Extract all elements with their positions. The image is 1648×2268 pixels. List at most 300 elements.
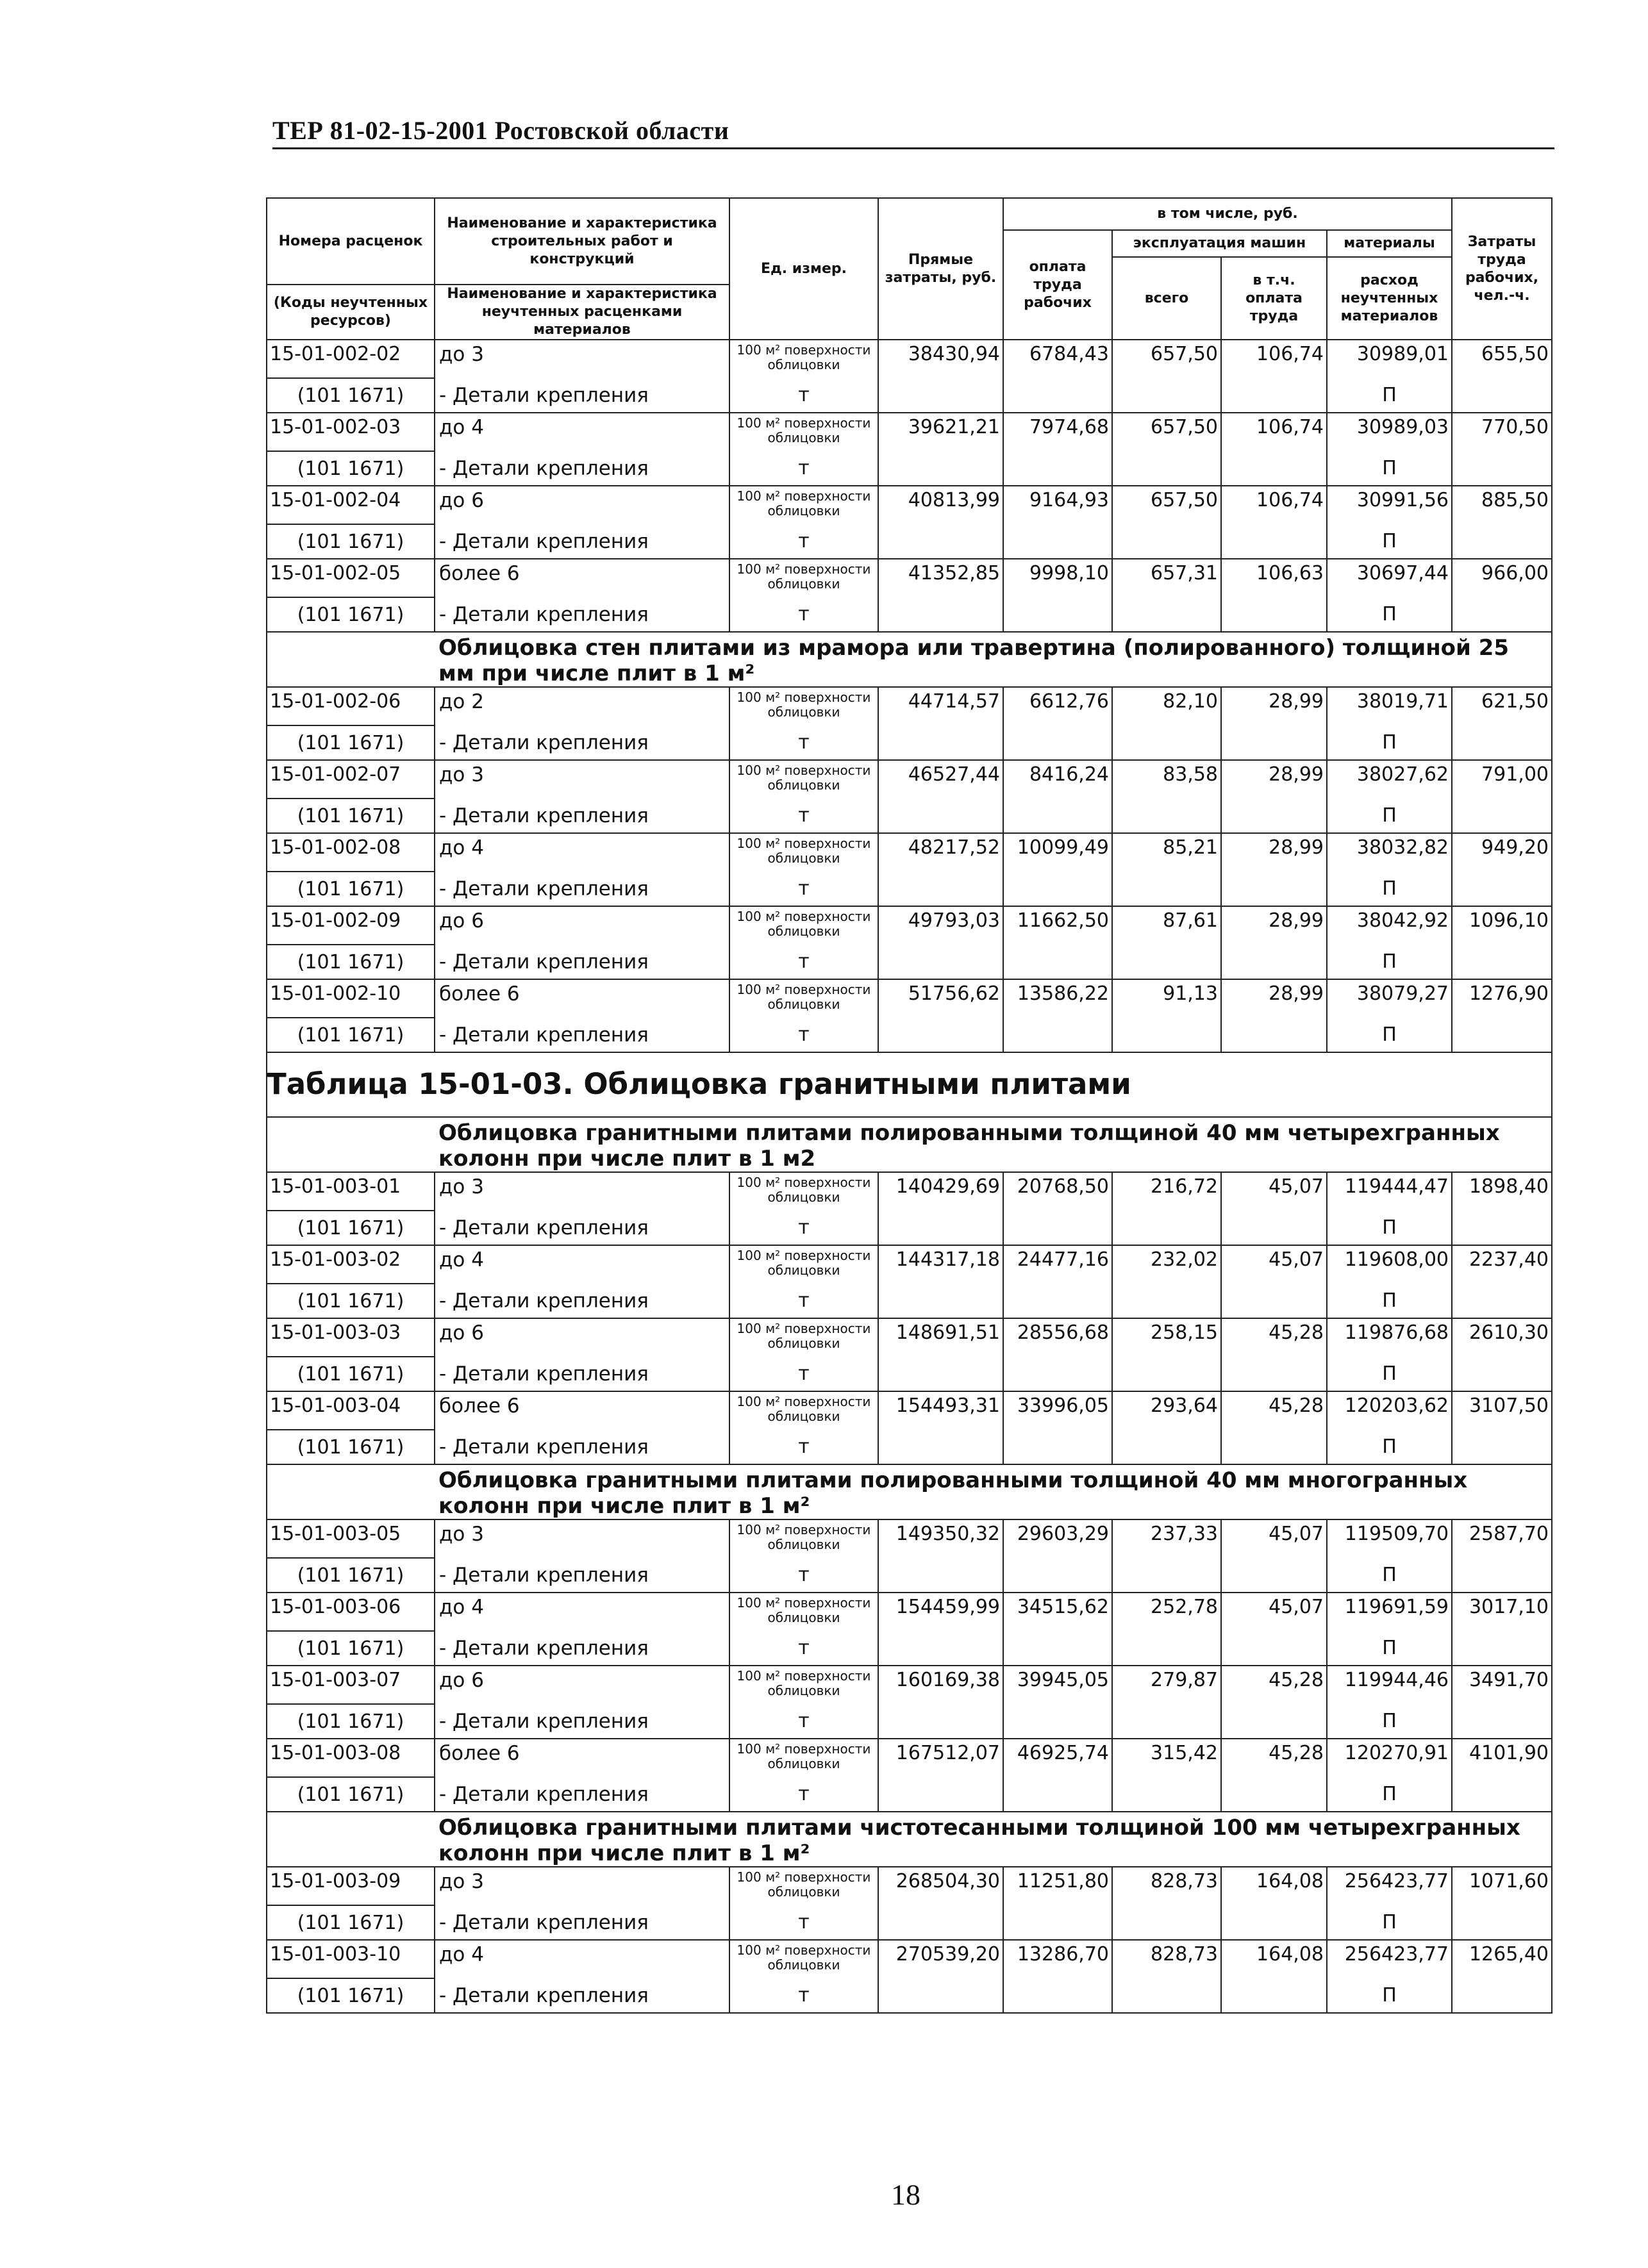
empty-cell bbox=[1452, 1211, 1552, 1245]
work-name: более 6 bbox=[435, 1391, 729, 1430]
section-travertine: Облицовка стен плитами из мрамора или травертина (полированного) толщиной 25 мм при числе плит в 1 м² bbox=[435, 632, 1552, 687]
resource-unit: т bbox=[729, 1905, 878, 1940]
resource-code: (101 1671) bbox=[267, 1284, 435, 1318]
wage-cost: 11662,50 bbox=[1003, 906, 1112, 945]
materials-cost: 38042,92 bbox=[1327, 906, 1452, 945]
materials-flag: П bbox=[1327, 872, 1452, 906]
col-code-top: Номера расценок bbox=[267, 198, 435, 285]
materials-cost: 38079,27 bbox=[1327, 979, 1452, 1018]
machines-cost: 87,61 bbox=[1112, 906, 1221, 945]
materials-cost: 30989,01 bbox=[1327, 340, 1452, 378]
empty-cell bbox=[1452, 1631, 1552, 1666]
empty-cell bbox=[1003, 945, 1112, 979]
resource-unit: т bbox=[729, 1558, 878, 1593]
machines-cost: 232,02 bbox=[1112, 1245, 1221, 1284]
unit-label: 100 м² поверхности облицовки bbox=[729, 1867, 878, 1905]
rate-code: 15-01-003-02 bbox=[267, 1245, 435, 1284]
table-row bbox=[267, 1739, 1552, 1777]
materials-flag: П bbox=[1327, 524, 1452, 559]
materials-flag: П bbox=[1327, 945, 1452, 979]
empty-cell bbox=[1452, 1018, 1552, 1052]
empty-cell bbox=[1221, 597, 1327, 632]
resource-name: - Детали крепления bbox=[435, 1430, 729, 1464]
empty-cell bbox=[1003, 451, 1112, 486]
empty-cell bbox=[267, 632, 435, 687]
resource-code: (101 1671) bbox=[267, 725, 435, 760]
empty-cell bbox=[1003, 1905, 1112, 1940]
labor-cost: 3017,10 bbox=[1452, 1593, 1552, 1631]
resource-row bbox=[267, 1905, 1552, 1940]
empty-cell bbox=[1112, 1558, 1221, 1593]
resource-name: - Детали крепления bbox=[435, 1211, 729, 1245]
unit-label: 100 м² поверхности облицовки bbox=[729, 687, 878, 725]
resource-row bbox=[267, 1558, 1552, 1593]
empty-cell bbox=[1003, 1631, 1112, 1666]
resource-unit: т bbox=[729, 524, 878, 559]
empty-cell bbox=[1221, 1284, 1327, 1318]
wage-cost: 7974,68 bbox=[1003, 413, 1112, 451]
wage-cost: 8416,24 bbox=[1003, 760, 1112, 799]
resource-unit: т bbox=[729, 1018, 878, 1052]
empty-cell bbox=[1452, 1430, 1552, 1464]
unit-label: 100 м² поверхности облицовки bbox=[729, 1593, 878, 1631]
labor-cost: 4101,90 bbox=[1452, 1739, 1552, 1777]
materials-flag: П bbox=[1327, 1558, 1452, 1593]
machines-wage: 28,99 bbox=[1221, 906, 1327, 945]
materials-flag: П bbox=[1327, 1284, 1452, 1318]
empty-cell bbox=[1003, 725, 1112, 760]
materials-cost: 256423,77 bbox=[1327, 1940, 1452, 1978]
table-row bbox=[267, 906, 1552, 945]
section-granite-4: Облицовка гранитными плитами полированными толщиной 40 мм четырехгранных колонн при числе плит в 1 м2 bbox=[435, 1117, 1552, 1172]
resource-code: (101 1671) bbox=[267, 1558, 435, 1593]
table-row bbox=[267, 486, 1552, 524]
materials-flag: П bbox=[1327, 725, 1452, 760]
table-row bbox=[267, 559, 1552, 597]
resource-name: - Детали крепления bbox=[435, 725, 729, 760]
table-row bbox=[267, 833, 1552, 872]
materials-cost: 119876,68 bbox=[1327, 1318, 1452, 1357]
direct-cost: 154459,99 bbox=[878, 1593, 1003, 1631]
machines-wage: 106,74 bbox=[1221, 486, 1327, 524]
empty-cell bbox=[878, 945, 1003, 979]
wage-cost: 13286,70 bbox=[1003, 1940, 1112, 1978]
machines-wage: 28,99 bbox=[1221, 687, 1327, 725]
empty-cell bbox=[1221, 1905, 1327, 1940]
materials-flag: П bbox=[1327, 1978, 1452, 2013]
work-name: до 6 bbox=[435, 486, 729, 524]
work-name: до 4 bbox=[435, 1593, 729, 1631]
resource-unit: т bbox=[729, 378, 878, 413]
materials-cost: 119444,47 bbox=[1327, 1172, 1452, 1211]
unit-label: 100 м² поверхности облицовки bbox=[729, 1318, 878, 1357]
rate-code: 15-01-003-08 bbox=[267, 1739, 435, 1777]
unit-label: 100 м² поверхности облицовки bbox=[729, 833, 878, 872]
table-row bbox=[267, 1867, 1552, 1905]
empty-cell bbox=[1452, 1905, 1552, 1940]
resource-row bbox=[267, 1018, 1552, 1052]
machines-cost: 828,73 bbox=[1112, 1940, 1221, 1978]
table-row bbox=[267, 1245, 1552, 1284]
rate-code: 15-01-002-03 bbox=[267, 413, 435, 451]
empty-cell bbox=[1112, 1211, 1221, 1245]
rate-code: 15-01-003-01 bbox=[267, 1172, 435, 1211]
empty-cell bbox=[267, 1117, 435, 1172]
labor-cost: 1276,90 bbox=[1452, 979, 1552, 1018]
empty-cell bbox=[1221, 378, 1327, 413]
empty-cell bbox=[1112, 1631, 1221, 1666]
resource-row bbox=[267, 725, 1552, 760]
machines-cost: 657,50 bbox=[1112, 413, 1221, 451]
resource-row bbox=[267, 451, 1552, 486]
rate-code: 15-01-002-06 bbox=[267, 687, 435, 725]
table-row bbox=[267, 687, 1552, 725]
empty-cell bbox=[1452, 597, 1552, 632]
work-name: до 4 bbox=[435, 833, 729, 872]
wage-cost: 29603,29 bbox=[1003, 1519, 1112, 1558]
resource-row bbox=[267, 1631, 1552, 1666]
unit-label: 100 м² поверхности облицовки bbox=[729, 1739, 878, 1777]
empty-cell bbox=[1452, 872, 1552, 906]
machines-cost: 85,21 bbox=[1112, 833, 1221, 872]
empty-cell bbox=[1112, 1978, 1221, 2013]
section-granite-100-row bbox=[267, 1812, 1552, 1867]
empty-cell bbox=[1112, 1018, 1221, 1052]
empty-cell bbox=[1003, 1018, 1112, 1052]
machines-wage: 28,99 bbox=[1221, 760, 1327, 799]
materials-cost: 38027,62 bbox=[1327, 760, 1452, 799]
empty-cell bbox=[1452, 725, 1552, 760]
empty-cell bbox=[1112, 1905, 1221, 1940]
labor-cost: 1265,40 bbox=[1452, 1940, 1552, 1978]
empty-cell bbox=[1003, 597, 1112, 632]
machines-cost: 657,50 bbox=[1112, 340, 1221, 378]
table-row bbox=[267, 1519, 1552, 1558]
unit-label: 100 м² поверхности облицовки bbox=[729, 1172, 878, 1211]
col-name-bottom: Наименование и характеристика неучтенных расценками материалов bbox=[435, 285, 729, 340]
empty-cell bbox=[1003, 1978, 1112, 2013]
materials-flag: П bbox=[1327, 1777, 1452, 1812]
page-number: 18 bbox=[891, 2178, 920, 2211]
empty-cell bbox=[878, 799, 1003, 833]
wage-cost: 13586,22 bbox=[1003, 979, 1112, 1018]
empty-cell bbox=[267, 1464, 435, 1519]
machines-wage: 45,07 bbox=[1221, 1172, 1327, 1211]
resource-row bbox=[267, 378, 1552, 413]
unit-label: 100 м² поверхности облицовки bbox=[729, 906, 878, 945]
rate-code: 15-01-003-07 bbox=[267, 1666, 435, 1704]
materials-flag: П bbox=[1327, 597, 1452, 632]
empty-cell bbox=[1221, 1430, 1327, 1464]
work-name: до 3 bbox=[435, 1519, 729, 1558]
table-body bbox=[267, 340, 1552, 2013]
empty-cell bbox=[1003, 1777, 1112, 1812]
resource-code: (101 1671) bbox=[267, 451, 435, 486]
empty-cell bbox=[1221, 524, 1327, 559]
empty-cell bbox=[1003, 1357, 1112, 1391]
unit-label: 100 м² поверхности облицовки bbox=[729, 1666, 878, 1704]
empty-cell bbox=[1221, 1211, 1327, 1245]
empty-cell bbox=[1221, 872, 1327, 906]
labor-cost: 885,50 bbox=[1452, 486, 1552, 524]
wage-cost: 46925,74 bbox=[1003, 1739, 1112, 1777]
direct-cost: 44714,57 bbox=[878, 687, 1003, 725]
resource-name: - Детали крепления bbox=[435, 1284, 729, 1318]
document-header: ТЕР 81-02-15-2001 Ростовской области bbox=[272, 116, 729, 145]
rate-code: 15-01-002-09 bbox=[267, 906, 435, 945]
labor-cost: 770,50 bbox=[1452, 413, 1552, 451]
empty-cell bbox=[1221, 1357, 1327, 1391]
machines-wage: 106,74 bbox=[1221, 413, 1327, 451]
labor-cost: 1096,10 bbox=[1452, 906, 1552, 945]
section-granite-100: Облицовка гранитными плитами чистотесанными толщиной 100 мм четырехгранных колонн при числе плит в 1 м² bbox=[435, 1812, 1552, 1867]
unit-label: 100 м² поверхности облицовки bbox=[729, 413, 878, 451]
empty-cell bbox=[1112, 1430, 1221, 1464]
wage-cost: 9164,93 bbox=[1003, 486, 1112, 524]
empty-cell bbox=[878, 1777, 1003, 1812]
col-code-bottom: (Коды неучтенных ресурсов) bbox=[267, 285, 435, 340]
resource-row bbox=[267, 1777, 1552, 1812]
labor-cost: 1071,60 bbox=[1452, 1867, 1552, 1905]
unit-label: 100 м² поверхности облицовки bbox=[729, 559, 878, 597]
unit-label: 100 м² поверхности облицовки bbox=[729, 1940, 878, 1978]
resource-unit: т bbox=[729, 945, 878, 979]
empty-cell bbox=[878, 378, 1003, 413]
empty-cell bbox=[267, 1812, 435, 1867]
resource-row bbox=[267, 597, 1552, 632]
empty-cell bbox=[1221, 1631, 1327, 1666]
header-rule bbox=[272, 147, 1554, 149]
table-row bbox=[267, 1666, 1552, 1704]
empty-cell bbox=[1112, 451, 1221, 486]
work-name: до 4 bbox=[435, 413, 729, 451]
empty-cell bbox=[1112, 1704, 1221, 1739]
empty-cell bbox=[1003, 1704, 1112, 1739]
resource-name: - Детали крепления bbox=[435, 1631, 729, 1666]
wage-cost: 6612,76 bbox=[1003, 687, 1112, 725]
empty-cell bbox=[878, 1018, 1003, 1052]
empty-cell bbox=[1112, 945, 1221, 979]
resource-name: - Детали крепления bbox=[435, 1978, 729, 2013]
col-incl: в том числе, руб. bbox=[1003, 198, 1452, 230]
col-wage: оплата труда рабочих bbox=[1003, 230, 1112, 340]
machines-wage: 28,99 bbox=[1221, 833, 1327, 872]
empty-cell bbox=[1221, 725, 1327, 760]
labor-cost: 3491,70 bbox=[1452, 1666, 1552, 1704]
rate-code: 15-01-003-04 bbox=[267, 1391, 435, 1430]
resource-code: (101 1671) bbox=[267, 378, 435, 413]
unit-label: 100 м² поверхности облицовки bbox=[729, 1245, 878, 1284]
resource-unit: т bbox=[729, 872, 878, 906]
direct-cost: 268504,30 bbox=[878, 1867, 1003, 1905]
resource-code: (101 1671) bbox=[267, 1018, 435, 1052]
direct-cost: 41352,85 bbox=[878, 559, 1003, 597]
materials-cost: 119691,59 bbox=[1327, 1593, 1452, 1631]
empty-cell bbox=[1452, 1978, 1552, 2013]
empty-cell bbox=[878, 597, 1003, 632]
rate-code: 15-01-003-03 bbox=[267, 1318, 435, 1357]
materials-flag: П bbox=[1327, 799, 1452, 833]
direct-cost: 144317,18 bbox=[878, 1245, 1003, 1284]
machines-wage: 28,99 bbox=[1221, 979, 1327, 1018]
direct-cost: 167512,07 bbox=[878, 1739, 1003, 1777]
resource-name: - Детали крепления bbox=[435, 1905, 729, 1940]
empty-cell bbox=[1221, 1558, 1327, 1593]
resource-name: - Детали крепления bbox=[435, 1357, 729, 1391]
materials-flag: П bbox=[1327, 1018, 1452, 1052]
empty-cell bbox=[1003, 1211, 1112, 1245]
direct-cost: 40813,99 bbox=[878, 486, 1003, 524]
machines-cost: 828,73 bbox=[1112, 1867, 1221, 1905]
col-machines: эксплуатация машин bbox=[1112, 230, 1327, 257]
resource-row bbox=[267, 1978, 1552, 2013]
resource-unit: т bbox=[729, 1704, 878, 1739]
col-materials: материалы bbox=[1327, 230, 1452, 257]
table-header bbox=[267, 198, 1552, 340]
rate-code: 15-01-003-05 bbox=[267, 1519, 435, 1558]
machines-wage: 164,08 bbox=[1221, 1940, 1327, 1978]
resource-unit: т bbox=[729, 597, 878, 632]
resource-unit: т bbox=[729, 1284, 878, 1318]
direct-cost: 51756,62 bbox=[878, 979, 1003, 1018]
direct-cost: 160169,38 bbox=[878, 1666, 1003, 1704]
section-travertine-row bbox=[267, 632, 1552, 687]
resource-unit: т bbox=[729, 1211, 878, 1245]
work-name: до 6 bbox=[435, 1318, 729, 1357]
work-name: до 4 bbox=[435, 1245, 729, 1284]
empty-cell bbox=[1003, 524, 1112, 559]
materials-flag: П bbox=[1327, 1211, 1452, 1245]
resource-code: (101 1671) bbox=[267, 1777, 435, 1812]
empty-cell bbox=[1003, 1430, 1112, 1464]
materials-flag: П bbox=[1327, 378, 1452, 413]
resource-code: (101 1671) bbox=[267, 799, 435, 833]
wage-cost: 33996,05 bbox=[1003, 1391, 1112, 1430]
rate-code: 15-01-003-06 bbox=[267, 1593, 435, 1631]
materials-cost: 119608,00 bbox=[1327, 1245, 1452, 1284]
materials-flag: П bbox=[1327, 1704, 1452, 1739]
materials-cost: 30697,44 bbox=[1327, 559, 1452, 597]
wage-cost: 6784,43 bbox=[1003, 340, 1112, 378]
rate-code: 15-01-002-04 bbox=[267, 486, 435, 524]
wage-cost: 34515,62 bbox=[1003, 1593, 1112, 1631]
table-row bbox=[267, 340, 1552, 378]
resource-name: - Детали крепления bbox=[435, 1018, 729, 1052]
rate-code: 15-01-002-05 bbox=[267, 559, 435, 597]
materials-cost: 38019,71 bbox=[1327, 687, 1452, 725]
machines-cost: 258,15 bbox=[1112, 1318, 1221, 1357]
empty-cell bbox=[1003, 1284, 1112, 1318]
direct-cost: 48217,52 bbox=[878, 833, 1003, 872]
labor-cost: 3107,50 bbox=[1452, 1391, 1552, 1430]
resource-name: - Детали крепления bbox=[435, 378, 729, 413]
work-name: до 3 bbox=[435, 1867, 729, 1905]
machines-wage: 106,74 bbox=[1221, 340, 1327, 378]
machines-cost: 83,58 bbox=[1112, 760, 1221, 799]
resource-name: - Детали крепления bbox=[435, 1558, 729, 1593]
col-machines-total: всего bbox=[1112, 257, 1221, 340]
direct-cost: 38430,94 bbox=[878, 340, 1003, 378]
work-name: более 6 bbox=[435, 559, 729, 597]
resource-row bbox=[267, 1211, 1552, 1245]
resource-row bbox=[267, 524, 1552, 559]
materials-cost: 119944,46 bbox=[1327, 1666, 1452, 1704]
empty-cell bbox=[878, 1905, 1003, 1940]
empty-cell bbox=[1452, 1558, 1552, 1593]
direct-cost: 140429,69 bbox=[878, 1172, 1003, 1211]
labor-cost: 791,00 bbox=[1452, 760, 1552, 799]
labor-cost: 949,20 bbox=[1452, 833, 1552, 872]
machines-wage: 45,07 bbox=[1221, 1245, 1327, 1284]
machines-cost: 237,33 bbox=[1112, 1519, 1221, 1558]
materials-cost: 30991,56 bbox=[1327, 486, 1452, 524]
empty-cell bbox=[1452, 1704, 1552, 1739]
materials-cost: 119509,70 bbox=[1327, 1519, 1452, 1558]
resource-name: - Детали крепления bbox=[435, 1704, 729, 1739]
unit-label: 100 м² поверхности облицовки bbox=[729, 979, 878, 1018]
table-row bbox=[267, 760, 1552, 799]
direct-cost: 39621,21 bbox=[878, 413, 1003, 451]
wage-cost: 20768,50 bbox=[1003, 1172, 1112, 1211]
empty-cell bbox=[1003, 799, 1112, 833]
resource-code: (101 1671) bbox=[267, 872, 435, 906]
machines-cost: 657,50 bbox=[1112, 486, 1221, 524]
labor-cost: 966,00 bbox=[1452, 559, 1552, 597]
rate-code: 15-01-003-09 bbox=[267, 1867, 435, 1905]
resource-name: - Детали крепления bbox=[435, 524, 729, 559]
machines-wage: 106,63 bbox=[1221, 559, 1327, 597]
rates-table-wrap bbox=[266, 197, 1551, 2014]
rates-table bbox=[266, 197, 1552, 2014]
resource-name: - Детали крепления bbox=[435, 872, 729, 906]
empty-cell bbox=[1112, 524, 1221, 559]
empty-cell bbox=[1112, 872, 1221, 906]
resource-row bbox=[267, 1357, 1552, 1391]
resource-code: (101 1671) bbox=[267, 1357, 435, 1391]
resource-code: (101 1671) bbox=[267, 1978, 435, 2013]
machines-cost: 91,13 bbox=[1112, 979, 1221, 1018]
materials-flag: П bbox=[1327, 1631, 1452, 1666]
resource-unit: т bbox=[729, 799, 878, 833]
machines-cost: 82,10 bbox=[1112, 687, 1221, 725]
resource-row bbox=[267, 1704, 1552, 1739]
section-granite-multi: Облицовка гранитными плитами полированными толщиной 40 мм многогранных колонн при числе плит в 1 м² bbox=[435, 1464, 1552, 1519]
rate-code: 15-01-003-10 bbox=[267, 1940, 435, 1978]
empty-cell bbox=[878, 451, 1003, 486]
work-name: до 6 bbox=[435, 906, 729, 945]
materials-cost: 30989,03 bbox=[1327, 413, 1452, 451]
labor-cost: 2237,40 bbox=[1452, 1245, 1552, 1284]
direct-cost: 149350,32 bbox=[878, 1519, 1003, 1558]
col-labor: Затраты труда рабочих, чел.-ч. bbox=[1452, 198, 1552, 340]
col-name-top: Наименование и характеристика строительных работ и конструкций bbox=[435, 198, 729, 285]
empty-cell bbox=[1452, 1777, 1552, 1812]
wage-cost: 10099,49 bbox=[1003, 833, 1112, 872]
rate-code: 15-01-002-10 bbox=[267, 979, 435, 1018]
machines-cost: 252,78 bbox=[1112, 1593, 1221, 1631]
empty-cell bbox=[1221, 1777, 1327, 1812]
machines-wage: 164,08 bbox=[1221, 1867, 1327, 1905]
empty-cell bbox=[1452, 451, 1552, 486]
machines-cost: 315,42 bbox=[1112, 1739, 1221, 1777]
empty-cell bbox=[1452, 1284, 1552, 1318]
resource-code: (101 1671) bbox=[267, 1704, 435, 1739]
resource-unit: т bbox=[729, 1357, 878, 1391]
table-row bbox=[267, 1318, 1552, 1357]
wage-cost: 9998,10 bbox=[1003, 559, 1112, 597]
machines-wage: 45,28 bbox=[1221, 1739, 1327, 1777]
resource-code: (101 1671) bbox=[267, 1905, 435, 1940]
